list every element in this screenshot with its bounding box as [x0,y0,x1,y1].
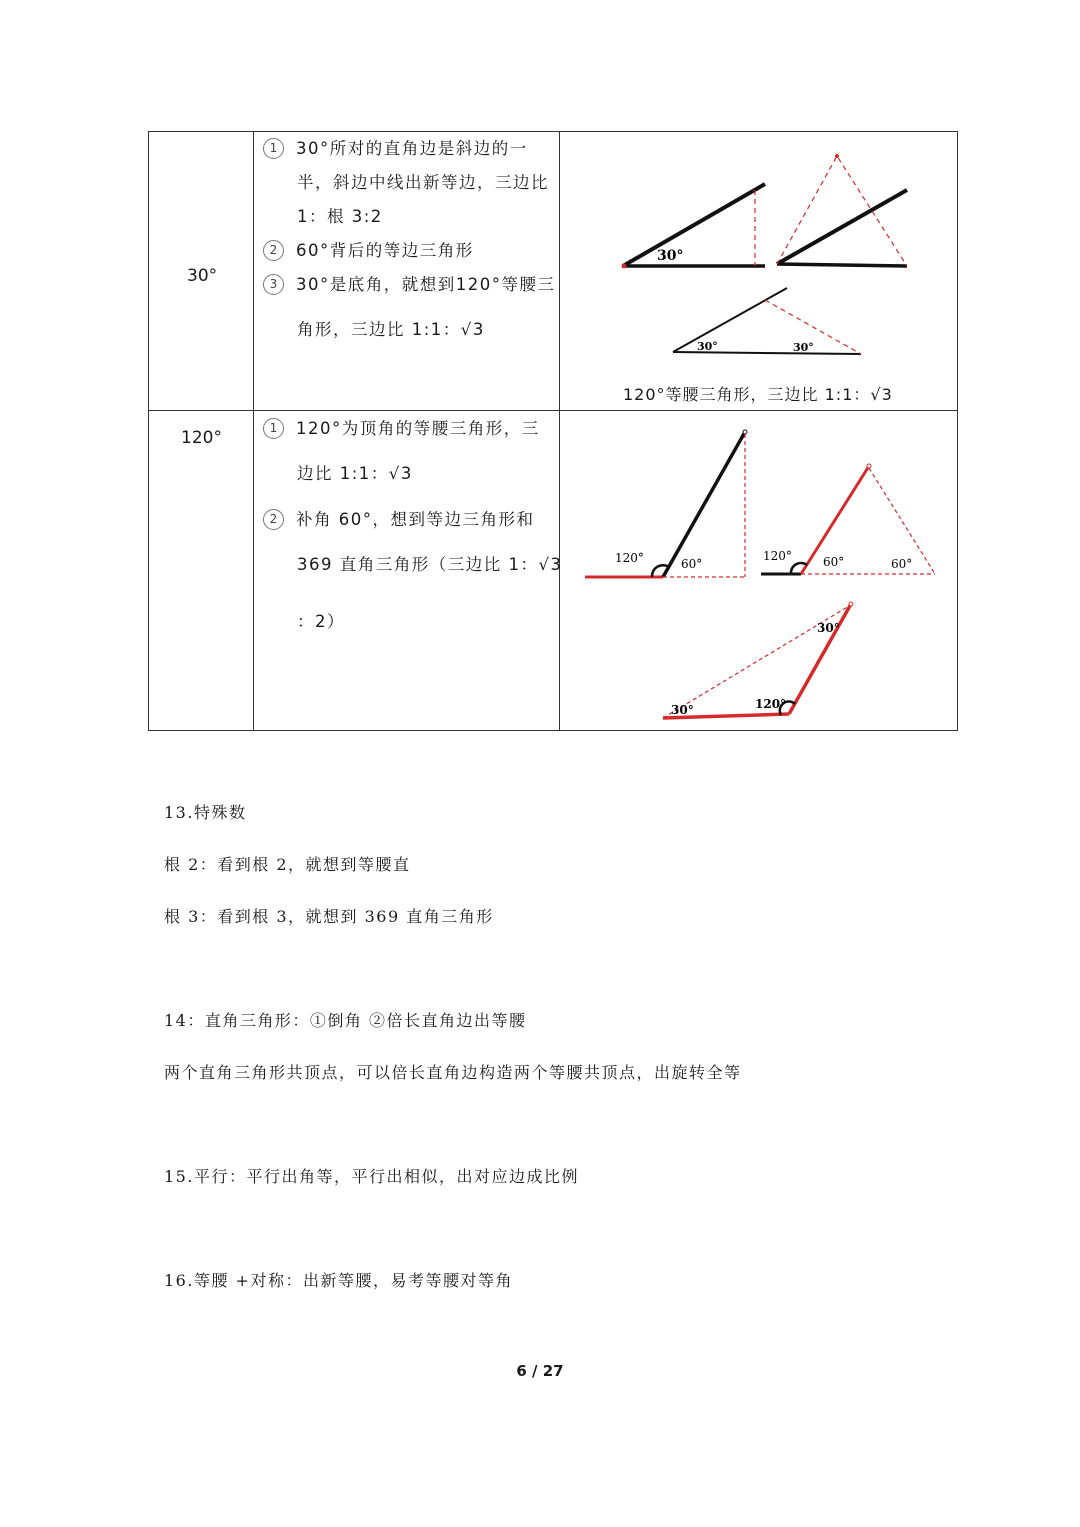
angle-label-30: 30° [697,340,718,353]
hypotenuse-line [623,184,765,266]
row-120-figure [561,412,957,730]
vertex-dot [867,464,871,468]
row-30-figure [561,132,957,410]
section-16-heading: 16.等腰 +对称：出新等腰，易考等腰对等角 [164,1271,513,1290]
item-number: 1 [263,418,284,439]
section-13-line: 根 3：看到根 3，就想到 369 直角三角形 [164,907,494,926]
section-14-line: 两个直角三角形共顶点，可以倍长直角边构造两个等腰共顶点，出旋转全等 [164,1063,742,1082]
side-line [663,432,745,577]
equilateral-dashed-outline [777,156,907,266]
item-number: 2 [263,509,284,530]
angle-label-30: 30° [671,703,694,717]
angle-label-60: 60° [681,557,703,571]
angle-table [148,131,958,731]
table-row-divider [149,410,957,411]
note-line: 60°背后的等边三角形 [296,241,474,260]
angle-label-120: 120° [755,697,787,711]
note-line: 角形，三边比 1:1：√3 [297,320,485,339]
angle-label-30: 30° [657,248,684,264]
side-line [673,288,787,352]
note-line: 1：根 3:2 [297,207,383,226]
note-line: 30°所对的直角边是斜边的一 [296,139,528,158]
angle-label-30: 30° [793,341,814,354]
angle-label-30: 30° [817,621,840,635]
angle-label-120: 120° [763,549,792,563]
vertex-dot [849,602,853,606]
note-line: 半，斜边中线出新等边，三边比 [297,173,549,192]
hypotenuse-line [777,190,907,264]
angle-label-60: 60° [891,557,913,571]
item-number: 3 [263,274,284,295]
section-13-heading: 13.特殊数 [164,803,247,822]
note-line: 补角 60°，想到等边三角形和 [296,510,535,529]
section-14-heading: 14：直角三角形：①倒角 ②倍长直角边出等腰 [164,1011,527,1030]
note-line: 120°为顶角的等腰三角形，三 [296,419,540,438]
item-number: 1 [263,138,284,159]
vertex-dot [743,430,747,434]
table-column-divider [559,132,560,730]
note-line: ：2） [297,612,345,631]
section-13-line: 根 2：看到根 2，就想到等腰直 [164,855,411,874]
note-line: 369 直角三角形（三边比 1：√3 [297,555,563,574]
note-line: 30°是底角，就想到120°等腰三 [296,275,556,294]
section-15-heading: 15.平行：平行出角等，平行出相似，出对应边成比例 [164,1167,579,1186]
vertex-dot [622,264,627,269]
base-line [777,264,907,266]
row-120-angle: 120° [181,428,222,448]
row-30-angle: 30° [187,266,218,286]
table-column-divider [253,132,254,730]
note-line: 边比 1:1：√3 [297,464,413,483]
vertex-dot [835,154,839,158]
item-number: 2 [263,240,284,261]
page-number: 6 / 27 [516,1362,564,1380]
angle-label-120: 120° [615,551,644,565]
angle-label-60: 60° [823,555,845,569]
figure-caption: 120°等腰三角形，三边比 1:1：√3 [623,385,893,404]
